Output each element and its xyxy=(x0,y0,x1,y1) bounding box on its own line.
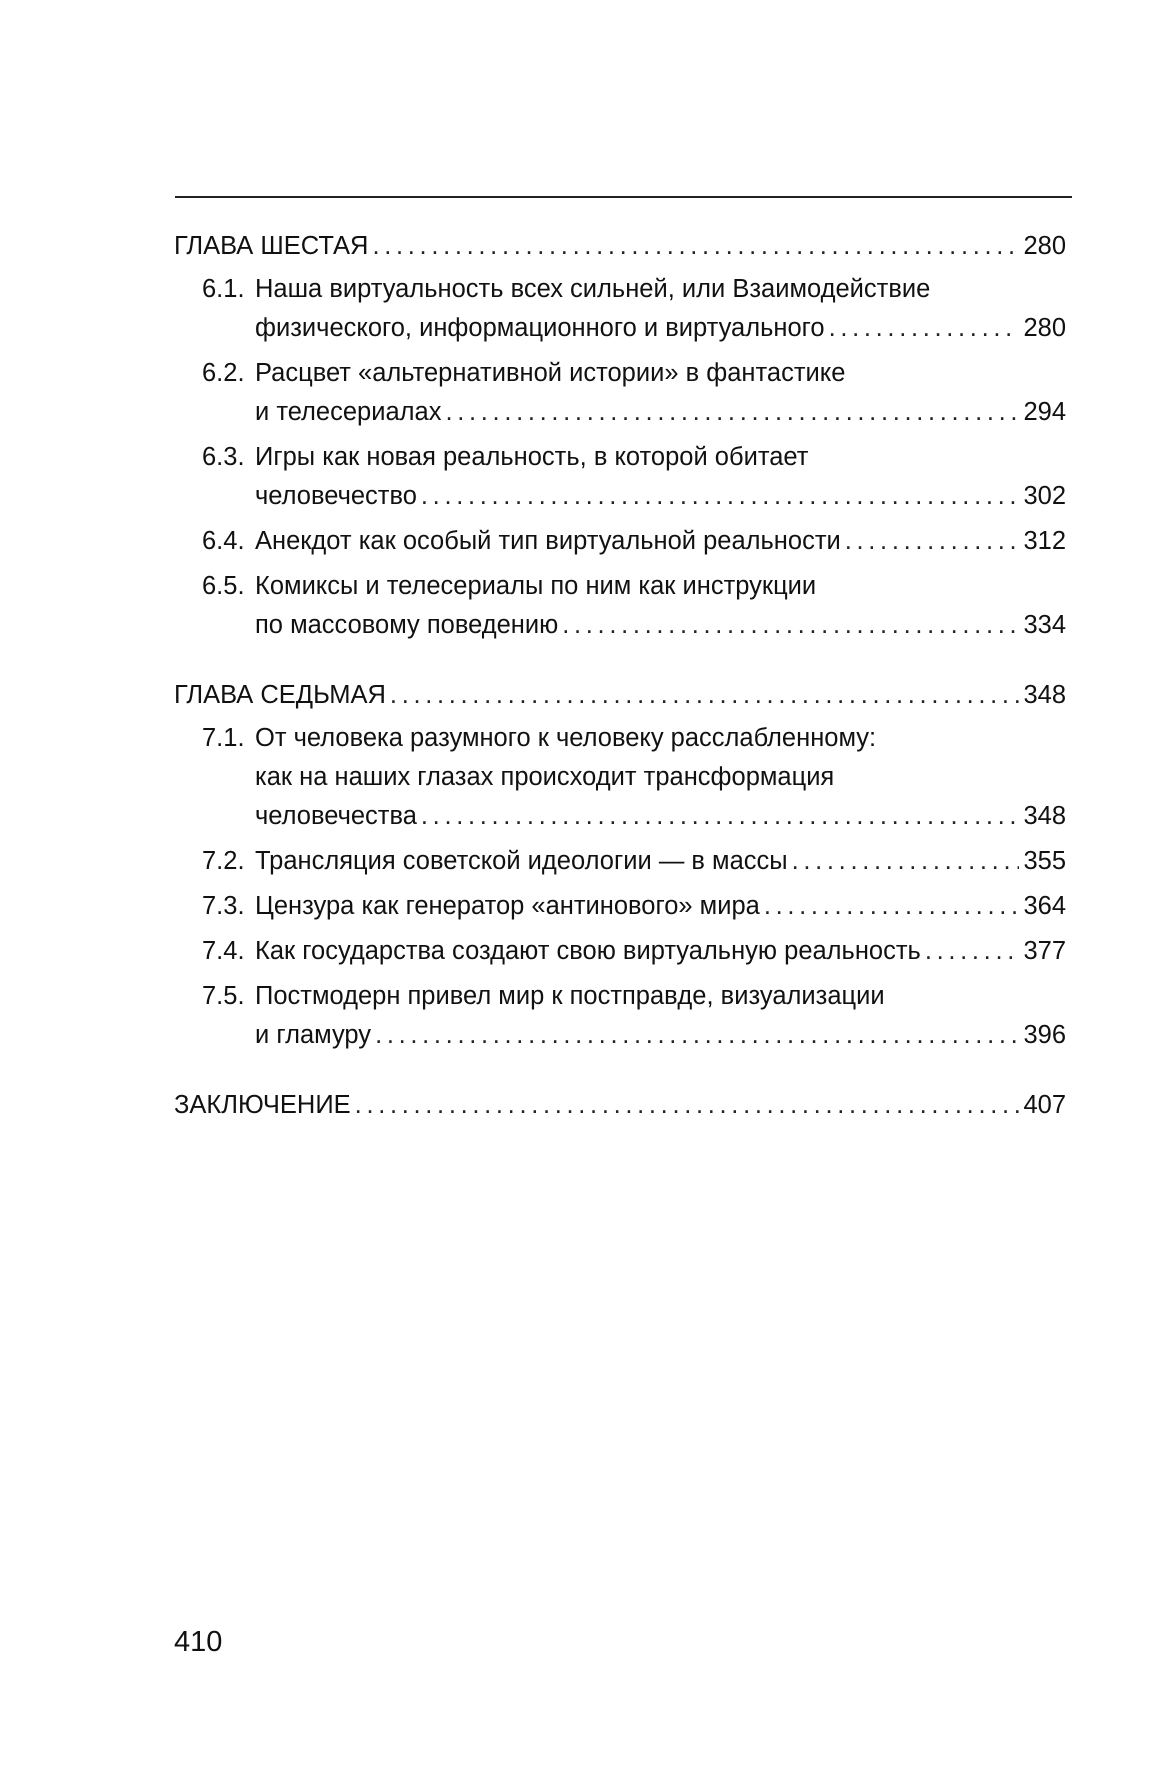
section-single-line xyxy=(174,842,1066,881)
dot-leader xyxy=(375,1016,1019,1055)
section-last-line xyxy=(174,1016,1066,1055)
section-first-line xyxy=(174,719,1066,758)
table-of-contents xyxy=(174,226,1066,1129)
section-last-line xyxy=(174,393,1066,432)
toc-section xyxy=(174,567,1066,645)
section-number: 6.1. xyxy=(202,275,245,303)
section-page-number: 396 xyxy=(1023,1021,1066,1049)
dot-leader xyxy=(845,522,1020,561)
section-last-line xyxy=(174,606,1066,645)
section-number: 6.2. xyxy=(202,359,245,387)
dot-leader xyxy=(445,393,1019,432)
section-single-line xyxy=(174,522,1066,561)
section-last-line xyxy=(174,309,1066,348)
section-page-number: 312 xyxy=(1023,527,1066,555)
toc-chapter xyxy=(174,675,1066,1055)
page-number: 410 xyxy=(174,1626,223,1658)
toc-section xyxy=(174,522,1066,561)
section-title-line: и гламуру xyxy=(255,1021,372,1049)
section-number: 6.5. xyxy=(202,572,245,600)
section-first-line xyxy=(174,438,1066,477)
section-number: 7.1. xyxy=(202,724,245,752)
section-title-line: Как государства создают свою виртуальную реальность xyxy=(255,937,921,965)
section-title-line: по массовому поведению xyxy=(255,611,559,639)
section-title-line: человечество xyxy=(255,482,417,510)
section-page-number: 364 xyxy=(1023,892,1066,920)
dot-leader xyxy=(390,675,1020,715)
dot-leader xyxy=(355,1085,1020,1125)
section-title-line: Трансляция советской идеологии — в массы xyxy=(255,847,788,875)
toc-section xyxy=(174,842,1066,881)
dot-leader xyxy=(764,887,1020,926)
section-title-line: и телесериалах xyxy=(255,398,442,426)
section-last-line xyxy=(174,477,1066,516)
section-title-line: Цензура как генератор «антинового» мира xyxy=(255,892,760,920)
chapter-title: ЗАКЛЮЧЕНИЕ xyxy=(174,1091,351,1119)
chapter-heading xyxy=(174,226,1066,266)
section-page-number: 377 xyxy=(1023,937,1066,965)
toc-section xyxy=(174,438,1066,516)
chapter-page-number: 280 xyxy=(1023,232,1066,260)
section-page-number: 280 xyxy=(1023,314,1066,342)
section-continuation-line xyxy=(174,758,1066,797)
chapter-page-number: 407 xyxy=(1023,1091,1066,1119)
toc-section xyxy=(174,887,1066,926)
section-title-line: Наша виртуальность всех сильней, или Взаимодействие xyxy=(255,275,931,303)
toc-chapter xyxy=(174,1085,1066,1125)
chapter-heading xyxy=(174,1085,1066,1125)
section-title-line: как на наших глазах происходит трансформация xyxy=(255,763,835,791)
chapter-page-number: 348 xyxy=(1023,681,1066,709)
section-number: 7.2. xyxy=(202,847,245,875)
section-number: 7.5. xyxy=(202,982,245,1010)
chapter-heading xyxy=(174,675,1066,715)
toc-section xyxy=(174,932,1066,971)
section-number: 7.3. xyxy=(202,892,245,920)
section-title-line: Расцвет «альтернативной истории» в фантастике xyxy=(255,359,846,387)
section-title-line: Игры как новая реальность, в которой обитает xyxy=(255,443,809,471)
dot-leader xyxy=(829,309,1020,348)
top-rule xyxy=(175,196,1072,198)
section-single-line xyxy=(174,932,1066,971)
toc-section xyxy=(174,354,1066,432)
section-page-number: 334 xyxy=(1023,611,1066,639)
dot-leader xyxy=(421,477,1020,516)
section-first-line xyxy=(174,270,1066,309)
section-title-line: человечества xyxy=(255,802,417,830)
section-title-line: Комиксы и телесериалы по ним как инструкции xyxy=(255,572,817,600)
toc-section xyxy=(174,270,1066,348)
dot-leader xyxy=(925,932,1020,971)
section-page-number: 355 xyxy=(1023,847,1066,875)
section-page-number: 294 xyxy=(1023,398,1066,426)
dot-leader xyxy=(372,226,1019,266)
chapter-title: ГЛАВА СЕДЬМАЯ xyxy=(174,681,386,709)
toc-section xyxy=(174,719,1066,836)
dot-leader xyxy=(562,606,1019,645)
chapter-title: ГЛАВА ШЕСТАЯ xyxy=(174,232,369,260)
section-title-line: Постмодерн привел мир к постправде, визуализации xyxy=(255,982,885,1010)
section-single-line xyxy=(174,887,1066,926)
section-first-line xyxy=(174,567,1066,606)
section-number: 6.4. xyxy=(202,527,245,555)
section-title-line: физического, информационного и виртуального xyxy=(255,314,825,342)
dot-leader xyxy=(421,797,1020,836)
section-title-line: Анекдот как особый тип виртуальной реальности xyxy=(255,527,841,555)
dot-leader xyxy=(792,842,1020,881)
section-last-line xyxy=(174,797,1066,836)
section-number: 7.4. xyxy=(202,937,245,965)
toc-chapter xyxy=(174,226,1066,645)
section-first-line xyxy=(174,354,1066,393)
section-page-number: 302 xyxy=(1023,482,1066,510)
section-first-line xyxy=(174,977,1066,1016)
toc-section xyxy=(174,977,1066,1055)
section-number: 6.3. xyxy=(202,443,245,471)
section-page-number: 348 xyxy=(1023,802,1066,830)
section-title-line: От человека разумного к человеку расслабленному: xyxy=(255,724,877,752)
